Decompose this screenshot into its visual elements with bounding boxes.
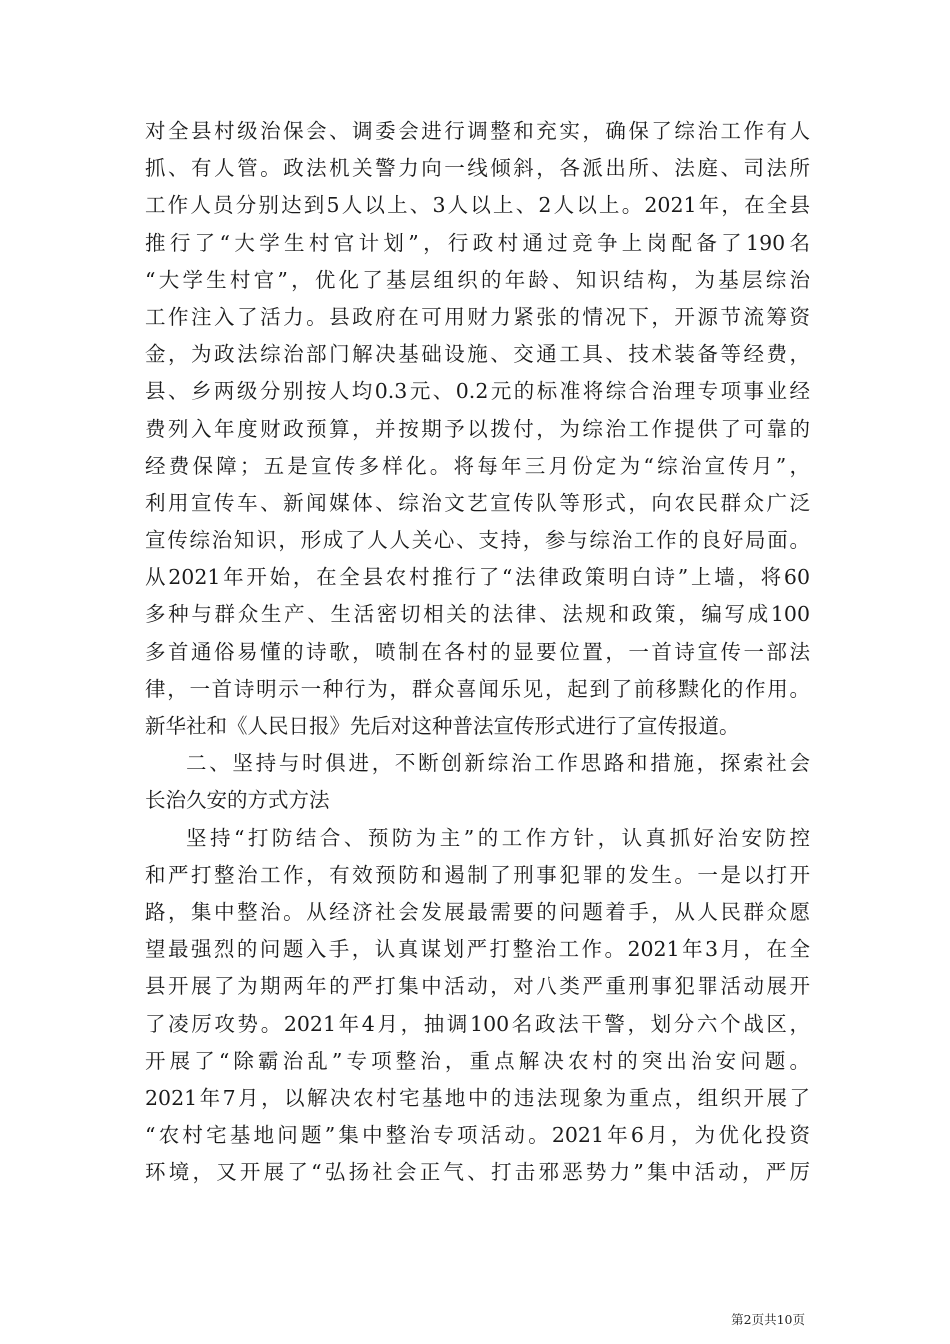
text-line: “农村宅基地问题”集中整治专项活动。2021年6月，为优化投资	[145, 1123, 810, 1148]
text-line: 工作注入了活力。县政府在可用财力紧张的情况下，开源节流筹资	[145, 304, 810, 329]
text-line: 从2021年开始，在全县农村推行了“法律政策明白诗”上墙，将60	[145, 565, 810, 590]
text-line: 费列入年度财政预算，并按期予以拨付，为综治工作提供了可靠的	[145, 416, 810, 441]
text-line: 了凌厉攻势。2021年4月，抽调100名政法干警，划分六个战区，	[145, 1011, 810, 1036]
text-line: 和严打整治工作，有效预防和遏制了刑事犯罪的发生。一是以打开	[145, 862, 810, 887]
text-line: 多首通俗易懂的诗歌，喷制在各村的显要位置，一首诗宣传一部法	[145, 639, 810, 664]
text-line: 新华社和《人民日报》先后对这种普法宣传形式进行了宣传报道。	[145, 714, 740, 738]
text-line: 宣传综治知识，形成了人人关心、支持，参与综治工作的良好局面。	[145, 528, 810, 553]
text-line: 二、坚持与时俱进，不断创新综治工作思路和措施，探索社会	[186, 751, 810, 776]
text-line: 金，为政法综治部门解决基础设施、交通工具、技术装备等经费，	[145, 342, 810, 367]
text-line: 长治久安的方式方法	[145, 788, 330, 813]
text-line: 对全县村级治保会、调委会进行调整和充实，确保了综治工作有人	[145, 119, 810, 143]
text-line: 望最强烈的问题入手，认真谋划严打整治工作。2021年3月，在全	[145, 937, 810, 962]
text-line: 律，一首诗明示一种行为，群众喜闻乐见，起到了前移黩化的作用。	[145, 676, 810, 701]
text-line: 2021年7月，以解决农村宅基地中的违法现象为重点，组织开展了	[145, 1085, 810, 1110]
text-line: 推行了“大学生村官计划”，行政村通过竞争上岗配备了190名	[145, 230, 810, 255]
text-line: 开展了“除霸治乱”专项整治，重点解决农村的突出治安问题。	[145, 1048, 810, 1073]
text-line: 路，集中整治。从经济社会发展最需要的问题着手，从人民群众愿	[145, 899, 810, 924]
text-line: 工作人员分别达到5人以上、3人以上、2人以上。2021年，在全县	[145, 193, 810, 218]
text-line: 环境，又开展了“弘扬社会正气、打击邪恶势力”集中活动，严厉	[145, 1160, 810, 1185]
text-line: 多种与群众生产、生活密切相关的法律、法规和政策，编写成100	[145, 602, 810, 627]
text-line: “大学生村官”，优化了基层组织的年龄、知识结构，为基层综治	[145, 267, 810, 292]
body-text	[145, 113, 810, 1191]
text-line: 坚持“打防结合、预防为主”的工作方针，认真抓好治安防控	[186, 825, 810, 850]
text-line: 抓、有人管。政法机关警力向一线倾斜，各派出所、法庭、司法所	[145, 156, 810, 181]
text-line: 利用宣传车、新闻媒体、综治文艺宣传队等形式，向农民群众广泛	[145, 490, 810, 515]
text-line: 县、乡两级分别按人均0.3元、0.2元的标准将综合治理专项事业经	[145, 379, 810, 404]
page-number: 第2页共10页	[731, 1312, 805, 1327]
text-line: 经费保障；五是宣传多样化。将每年三月份定为“综治宣传月”，	[145, 453, 810, 478]
text-line: 县开展了为期两年的严打集中活动，对八类严重刑事犯罪活动展开	[145, 974, 810, 999]
